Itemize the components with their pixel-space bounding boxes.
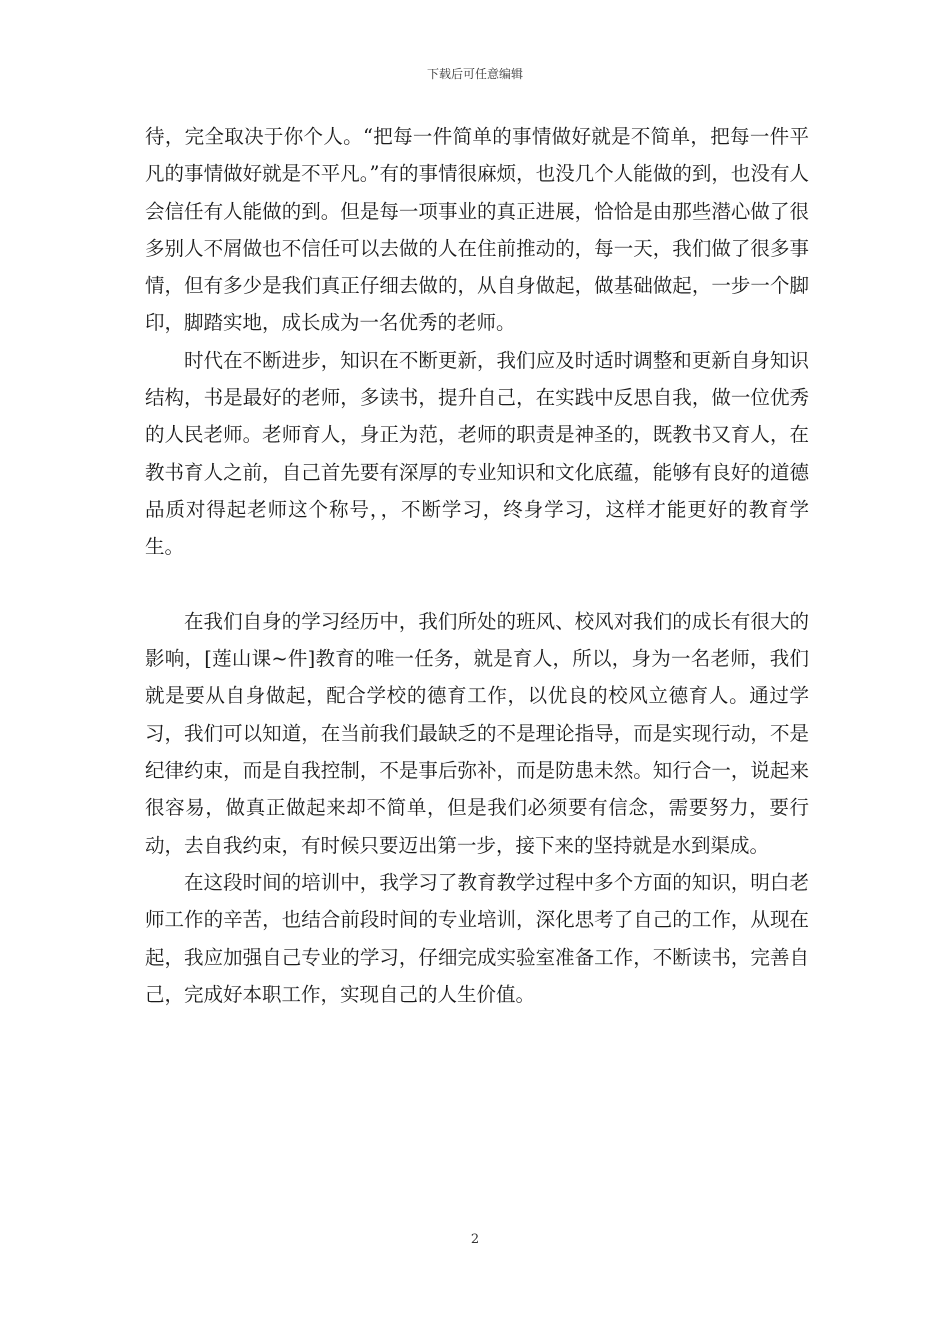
paragraph-continued: 待，完全取决于你个人。“把每一件简单的事情做好就是不简单，把每一件平凡的事情做好就是不平凡。”有的事情很麻烦，也没几个人能做的到，也没有人会信任有人能做的到。但是每一项事业的真正进展，恰恰是由那些潜心做了很多别人不屑做也不信任可以去做的人在住前推动的，每一天，我们做了很多事情，但有多少是我们真正仔细去做的，从自身做起，做基础做起，一步一个脚印，脚踏实地，成长成为一名优秀的老师。 (145, 125, 809, 335)
paragraph-spacer (145, 566, 809, 603)
document-body (145, 118, 809, 1013)
paragraph-training-summary: 在这段时间的培训中，我学习了教育教学过程中多个方面的知识，明白老师工作的辛苦，也结合前段时间的专业培训，深化思考了自己的工作，从现在起，我应加强自己专业的学习，仔细完成实验室准备工作，不断读书，完善自己，完成好本职工作，实现自己的人生价值。 (145, 870, 809, 1006)
paragraph-knowledge-update: 时代在不断进步，知识在不断更新，我们应及时适时调整和更新自身知识结构，书是最好的老师，多读书，提升自己，在实践中反思自我，做一位优秀的人民老师。老师育人，身正为范，老师的职责是神圣的，既教书又育人，在教书育人之前，自己首先要有深厚的专业知识和文化底蕴，能够有良好的道德品质对得起老师这个称号，，不断学习，终身学习，这样才能更好的教育学生。 (145, 348, 809, 559)
page-number: 2 (470, 1232, 480, 1247)
paragraph-school-spirit: 在我们自身的学习经历中，我们所处的班风、校风对我们的成长有很大的影响，[莲山课~件]教育的唯一任务，就是育人，所以，身为一名老师，我们就是要从自身做起，配合学校的德育工作，以优良的校风立德育人。通过学习，我们可以知道，在当前我们最缺乏的不是理论指导，而是实现行动，不是纪律约束，而是自我控制，不是事后弥补，而是防患未然。知行合一，说起来很容易，做真正做起来却不简单，但是我们必须要有信念，需要努力，要行动，去自我约束，有时候只要迈出第一步，接下来的坚持就是水到渠成。 (145, 609, 809, 857)
page-header: 下载后可任意编辑 (426, 67, 523, 81)
